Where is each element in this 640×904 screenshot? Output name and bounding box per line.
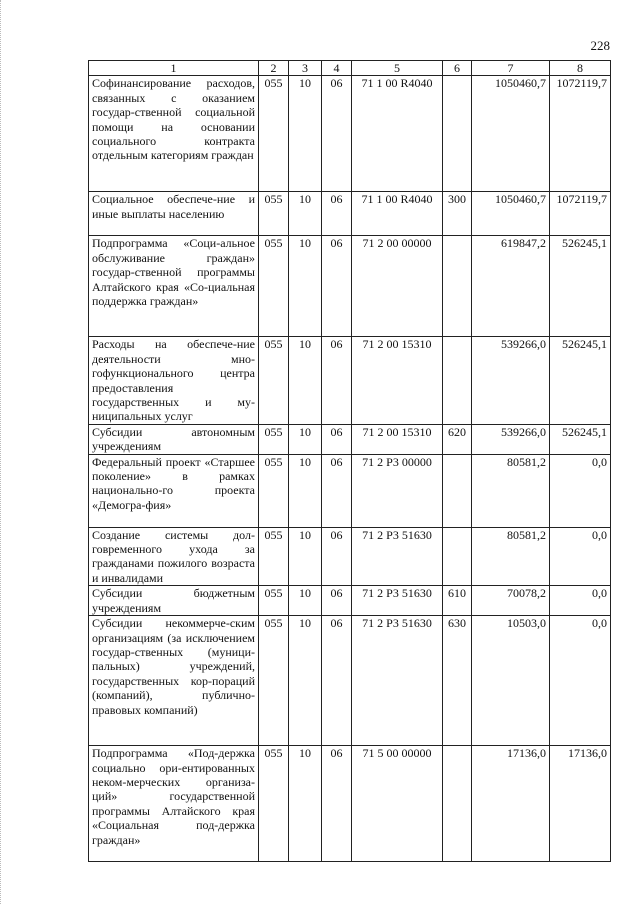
row-amount-year-1: 1050460,7 xyxy=(472,192,550,236)
row-amount-year-2: 0,0 xyxy=(550,586,611,616)
row-amount-year-2: 1072119,7 xyxy=(550,192,611,236)
row-subsection: 06 xyxy=(322,527,352,586)
row-amount-year-1: 1050460,7 xyxy=(472,76,550,192)
row-section: 10 xyxy=(289,454,322,527)
budget-table xyxy=(88,60,611,862)
row-name: Социальное обеспече-ние и иные выплаты населению xyxy=(89,192,259,236)
row-section: 10 xyxy=(289,616,322,746)
row-name: Субсидии некоммерче-ским организациям (за исключением государ-ственных (муници-пальных) учреждений, государственных кор-пораций (компаний), публично-правовых компаний) xyxy=(89,616,259,746)
row-subsection: 06 xyxy=(322,236,352,337)
row-ministry-code: 055 xyxy=(259,454,289,527)
row-target-article: 71 2 00 00000 xyxy=(352,236,443,337)
row-amount-year-2: 0,0 xyxy=(550,527,611,586)
row-expense-type xyxy=(443,236,472,337)
row-target-article: 71 2 00 15310 xyxy=(352,337,443,424)
col-header-5: 5 xyxy=(352,61,443,76)
row-name: Подпрограмма «Под-держка социально ори-ентированных неком-мерческих организа-ций» государственной программы Алтайского края «Социальная под-держка граждан» xyxy=(89,746,259,862)
row-amount-year-2: 526245,1 xyxy=(550,236,611,337)
row-expense-type: 630 xyxy=(443,616,472,746)
col-header-4: 4 xyxy=(322,61,352,76)
table-row xyxy=(89,746,611,862)
header-row xyxy=(89,61,611,76)
row-amount-year-1: 70078,2 xyxy=(472,586,550,616)
row-section: 10 xyxy=(289,337,322,424)
row-name: Субсидии бюджетным учреждениям xyxy=(89,586,259,616)
row-target-article: 71 2 P3 00000 xyxy=(352,454,443,527)
row-ministry-code: 055 xyxy=(259,527,289,586)
row-amount-year-1: 539266,0 xyxy=(472,337,550,424)
row-subsection: 06 xyxy=(322,337,352,424)
row-section: 10 xyxy=(289,236,322,337)
row-section: 10 xyxy=(289,424,322,454)
row-amount-year-2: 526245,1 xyxy=(550,337,611,424)
row-name: Подпрограмма «Соци-альное обслуживание граждан» государ-ственной программы Алтайского края «Со-циальная поддержка граждан» xyxy=(89,236,259,337)
row-name: Федеральный проект «Старшее поколение» в рамках национально-го проекта «Демогра-фия» xyxy=(89,454,259,527)
table-row xyxy=(89,454,611,527)
row-amount-year-1: 80581,2 xyxy=(472,527,550,586)
row-amount-year-1: 539266,0 xyxy=(472,424,550,454)
row-amount-year-2: 526245,1 xyxy=(550,424,611,454)
row-name: Субсидии автономным учреждениям xyxy=(89,424,259,454)
row-subsection: 06 xyxy=(322,616,352,746)
col-header-6: 6 xyxy=(443,61,472,76)
row-subsection: 06 xyxy=(322,746,352,862)
table-row xyxy=(89,586,611,616)
row-expense-type: 300 xyxy=(443,192,472,236)
row-name: Софинансирование расходов, связанных с оказанием государ-ственной социальной помощи на основании социального контракта отдельным категориям граждан xyxy=(89,76,259,192)
col-header-7: 7 xyxy=(472,61,550,76)
row-ministry-code: 055 xyxy=(259,586,289,616)
row-subsection: 06 xyxy=(322,192,352,236)
row-subsection: 06 xyxy=(322,424,352,454)
row-subsection: 06 xyxy=(322,454,352,527)
table-row xyxy=(89,616,611,746)
row-name: Расходы на обеспече-ние деятельности мно-гофункционального центра предоставления государственных и му-ниципальных услуг xyxy=(89,337,259,424)
row-ministry-code: 055 xyxy=(259,337,289,424)
row-amount-year-2: 17136,0 xyxy=(550,746,611,862)
row-amount-year-2: 1072119,7 xyxy=(550,76,611,192)
row-target-article: 71 5 00 00000 xyxy=(352,746,443,862)
table-row xyxy=(89,337,611,424)
row-ministry-code: 055 xyxy=(259,746,289,862)
row-amount-year-1: 17136,0 xyxy=(472,746,550,862)
scan-edge xyxy=(0,0,4,904)
row-amount-year-1: 10503,0 xyxy=(472,616,550,746)
table-row xyxy=(89,236,611,337)
page-number: 228 xyxy=(590,38,610,53)
row-section: 10 xyxy=(289,527,322,586)
col-header-3: 3 xyxy=(289,61,322,76)
row-target-article: 71 2 P3 51630 xyxy=(352,616,443,746)
row-section: 10 xyxy=(289,586,322,616)
row-section: 10 xyxy=(289,76,322,192)
row-amount-year-1: 80581,2 xyxy=(472,454,550,527)
row-subsection: 06 xyxy=(322,586,352,616)
table-row xyxy=(89,76,611,192)
row-target-article: 71 1 00 R4040 xyxy=(352,192,443,236)
row-expense-type xyxy=(443,527,472,586)
row-target-article: 71 2 00 15310 xyxy=(352,424,443,454)
row-target-article: 71 2 P3 51630 xyxy=(352,527,443,586)
row-amount-year-2: 0,0 xyxy=(550,616,611,746)
row-target-article: 71 1 00 R4040 xyxy=(352,76,443,192)
row-subsection: 06 xyxy=(322,76,352,192)
row-name: Создание системы дол-говременного ухода за гражданами пожилого возраста и инвалидами xyxy=(89,527,259,586)
row-ministry-code: 055 xyxy=(259,192,289,236)
row-expense-type xyxy=(443,76,472,192)
row-target-article: 71 2 P3 51630 xyxy=(352,586,443,616)
row-section: 10 xyxy=(289,746,322,862)
row-section: 10 xyxy=(289,192,322,236)
table-row xyxy=(89,527,611,586)
row-ministry-code: 055 xyxy=(259,616,289,746)
row-amount-year-2: 0,0 xyxy=(550,454,611,527)
row-expense-type xyxy=(443,337,472,424)
row-ministry-code: 055 xyxy=(259,236,289,337)
row-expense-type xyxy=(443,454,472,527)
row-expense-type: 620 xyxy=(443,424,472,454)
row-ministry-code: 055 xyxy=(259,424,289,454)
table-row xyxy=(89,424,611,454)
row-expense-type: 610 xyxy=(443,586,472,616)
col-header-8: 8 xyxy=(550,61,611,76)
col-header-1: 1 xyxy=(89,61,259,76)
row-expense-type xyxy=(443,746,472,862)
row-ministry-code: 055 xyxy=(259,76,289,192)
col-header-2: 2 xyxy=(259,61,289,76)
table-row xyxy=(89,192,611,236)
row-amount-year-1: 619847,2 xyxy=(472,236,550,337)
